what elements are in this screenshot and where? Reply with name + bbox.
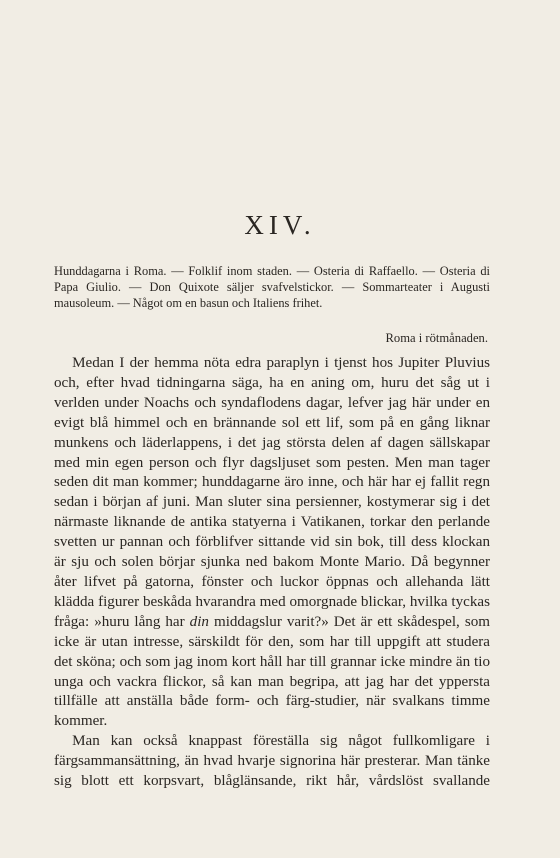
chapter-numeral: XIV. [244,210,316,240]
paragraph-2: Man kan också knappast föreställa sig något fullkomligare i färgsammansättning, än hvad hvarje signorina här presterar. Man tänke sig blott ett korpsvart, blåglänsande, rikt hår, vårdslöst svallande [54,733,490,790]
body-text [54,354,490,792]
paragraph-1-text-before: Medan I der hemma nöta edra paraplyn i tjenst hos Jupiter Pluvius och, efter hvad tidningarna säga, ha en aning om, huru det såg ut i verlden under Noachs och syndaflodens dagar, lefver jag här under en evigt blå himmel och en brännande sol ett lif, som på en gång liknar munkens och läderlappens, i det jag största delen af dagen sällskapar med min egen person och flyr dagsljuset som pesten. Men man tager seden dit man kommer; hunddagarne äro inne, och här har ej fallit regn sedan i början af juni. Man sluter sina persienner, kostymerar sig i det närmaste liknande de antika statyerna i Vatikanen, torkar den perlande svetten ur pannan och förblifver sittande vid sin bok, till dess klockan är sju och solen börjar sjunka ned bakom Monte Mario. Då begynner åter lifvet på gatorna, fönster och luckor öppnas och allehanda lätt klädda figurer beskåda hvarandra med omorgnade blickar, hvilka tyckas fråga: »huru lång har [54,355,490,630]
chapter-summary: Hunddagarna i Roma. — Folklif inom staden. — Osteria di Raffaello. — Osteria di Papa Giulio. — Don Quixote säljer svafvelstickor. — Sommarteater i Augusti mausoleum. — Något om en basun och Italiens frihet. [54,264,490,310]
dateline: Roma i rötmånaden. [385,331,488,345]
paragraph-1-emphasis: din [189,613,209,630]
paragraph-1 [54,354,490,732]
paragraph-1-text-after: middagslur varit?» Det är ett skådespel, som icke är utan intresse, särskildt för den, som har till uppgift att studera det sköna; och som jag inom kort håll har till grannar icke mindre än tio unga och vackra flickor, så kan man begripa, att jag har det yppersta tillfälle att anställa både form- och färg-studier, när svalkans timme kommer. [54,613,490,730]
